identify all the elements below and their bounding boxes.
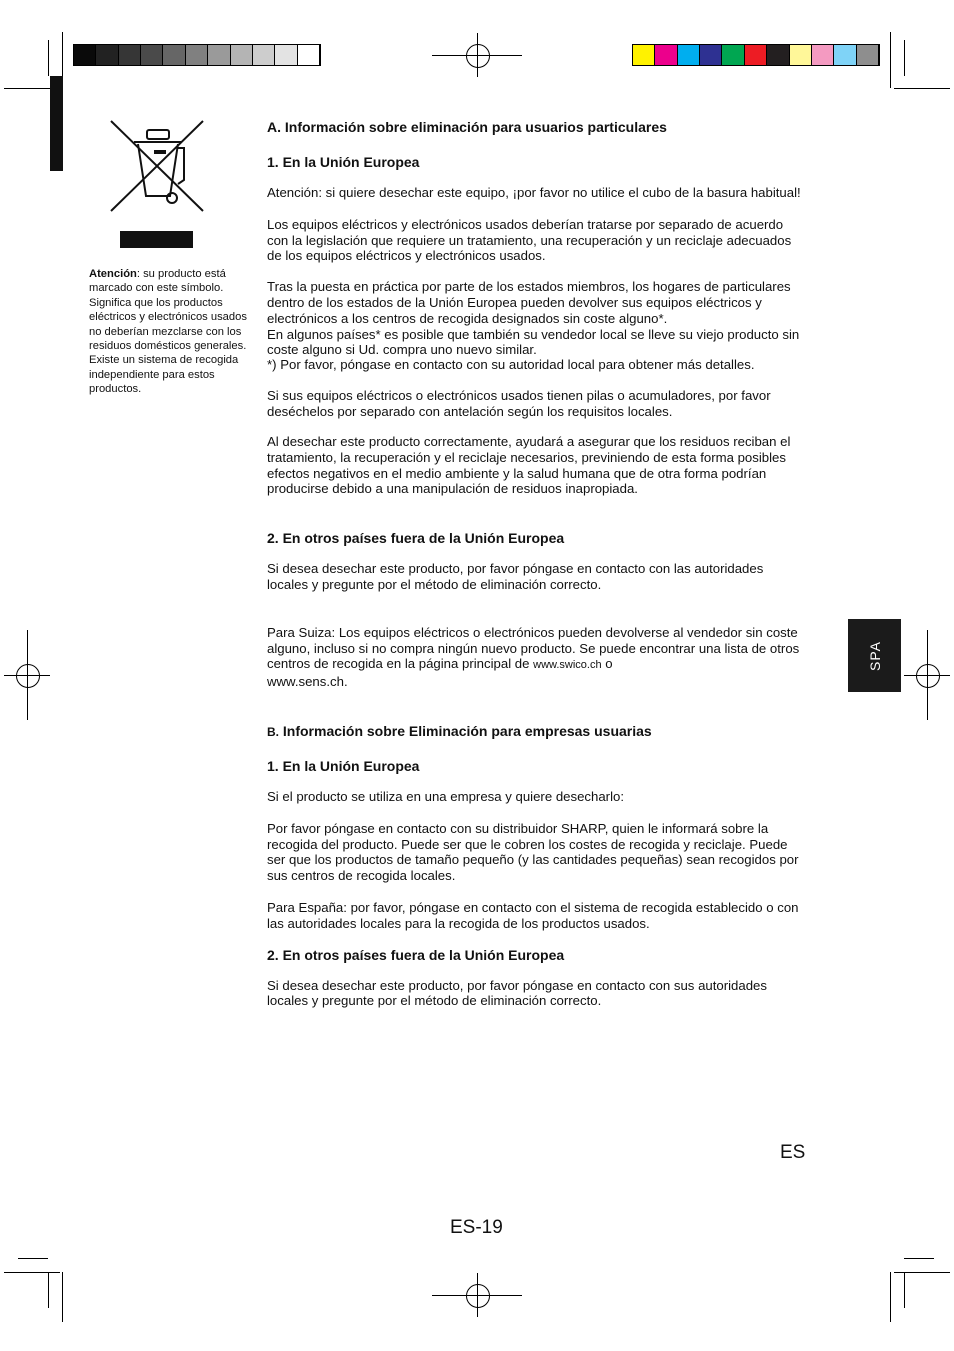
sidebar-note-label: Atención (89, 268, 137, 280)
section-a-p4: Si sus equipos eléctricos o electrónicos usados tienen pilas o acumuladores, por favor deséchelos por separado con antelación según los requisitos locales. (267, 388, 771, 420)
section-b-title (267, 722, 807, 741)
swico-link[interactable]: www.swico.ch (533, 659, 602, 672)
color-swatch (767, 45, 789, 65)
language-tab-label: SPA (866, 640, 883, 671)
section-b-title-text: Información sobre Eliminación para empresas usuarias (279, 722, 652, 739)
page-number: ES-19 (450, 1217, 503, 1238)
section-a-p5: Al desechar este producto correctamente, ayudará a asegurar que los residuos reciban el tratamiento, la recuperación y el reciclaje necesarios, previniendo de esta forma posibles efectos negativos en el medio ambiente y la salud humana que de otra forma podrían producirse debido a una manipulación de residuos inapropiada. (267, 433, 791, 497)
section-a-p3b: En algunos países* es posible que también su vendedor local se lleve su viejo producto sin coste alguno si Ud. compra uno nuevo similar. (267, 326, 800, 357)
section-a-p6: Si desea desechar este producto, por favor póngase en contacto con las autoridades locales y pregunte por el método de eliminación correcto. (267, 561, 764, 592)
color-swatch (253, 45, 275, 65)
process-color-bar (632, 44, 880, 66)
section-a-title: A. Información sobre eliminación para usuarios particulares (267, 119, 667, 135)
color-swatch (275, 45, 297, 65)
grayscale-color-bar (73, 44, 321, 66)
section-a-sub2: 2. En otros países fuera de la Unión Europea (267, 530, 565, 547)
color-swatch (790, 45, 812, 65)
color-swatch (186, 45, 208, 65)
section-b-sub2: 2. En otros países fuera de la Unión Europea (267, 946, 565, 963)
sidebar-note-text: : su producto está marcado con este símbolo. Significa que los productos eléctricos y electrónicos usados no deberían mezclarse con los residuos domésticos generales. Existe un sistema de recogida independiente para estos productos. (89, 268, 247, 396)
color-swatch (745, 45, 767, 65)
weee-bin-icon (108, 118, 206, 214)
color-swatch (119, 45, 141, 65)
section-b-p2: Por favor póngase en contacto con su distribuidor SHARP, quien le informará sobre la recogida del producto. Puede ser que le cobren los costes de recogida y reciclaje. Puede ser que los productos de tamaño pequeño (y las cantidades pequeñas) sean recogidos por sus centros de recogida locales. (267, 820, 799, 884)
color-swatch (700, 45, 722, 65)
section-a-p7b: o (601, 656, 613, 672)
color-swatch (141, 45, 163, 65)
section-a-p7 (267, 625, 807, 690)
color-swatch (96, 45, 118, 65)
section-a-p3c: *) Por favor, póngase en contacto con su autoridad local para obtener más detalles. (267, 356, 755, 372)
section-b-p1: Si el producto se utiliza en una empresa y quiere desecharlo: (267, 788, 625, 804)
section-a-p3a: Tras la puesta en práctica por parte de los estados miembros, los hogares de particulares dentro de los estados de la Unión Europea pueden devolver sus equipos eléctricos y electrónicos a los centros de recogida designados sin coste alguno*. (267, 279, 791, 326)
section-b-p4: Si desea desechar este producto, por favor póngase en contacto con sus autoridades locales y pregunte por el método de eliminación correcto. (267, 977, 767, 1009)
color-swatch (74, 45, 96, 65)
color-swatch (857, 45, 879, 65)
language-tab (848, 619, 901, 692)
color-swatch (655, 45, 677, 65)
section-a-p1: Atención: si quiere desechar este equipo, ¡por favor no utilice el cubo de la basura habitual! (267, 185, 801, 200)
section-a-p7a: Para Suiza: Los equipos eléctricos o electrónicos pueden devolverse al vendedor sin coste alguno, incluso si no compra ningún nuevo producto. Se puede encontrar una lista de otros centros de recogida en la página principal de (267, 624, 800, 672)
color-swatch (163, 45, 185, 65)
main-content (267, 118, 807, 1009)
sens-link[interactable]: www.sens.ch. (267, 674, 348, 690)
language-code: ES (780, 1142, 806, 1163)
section-b-p3: Para España: por favor, póngase en contacto con el sistema de recogida establecido o con las autoridades locales para la recogida de los productos usados. (267, 899, 799, 931)
color-swatch (231, 45, 253, 65)
sidebar-note (89, 267, 249, 397)
section-b-prefix: B. (267, 724, 279, 739)
color-swatch (678, 45, 700, 65)
section-a-p2: Los equipos eléctricos y electrónicos usados deberían tratarse por separado de acuerdo con la legislación que requiere un tratamiento, una recuperación y un reciclaje adecuados de los equipos eléctricos y electrónicos usados. (267, 216, 792, 264)
color-swatch (298, 45, 320, 65)
color-swatch (208, 45, 230, 65)
color-swatch (834, 45, 856, 65)
section-b-sub1: 1. En la Unión Europea (267, 757, 420, 774)
weee-underbar (120, 231, 193, 248)
color-swatch (812, 45, 834, 65)
edge-marker-bar (50, 76, 63, 171)
color-swatch (633, 45, 655, 65)
section-a-sub1: 1. En la Unión Europea (267, 154, 420, 170)
color-swatch (722, 45, 744, 65)
